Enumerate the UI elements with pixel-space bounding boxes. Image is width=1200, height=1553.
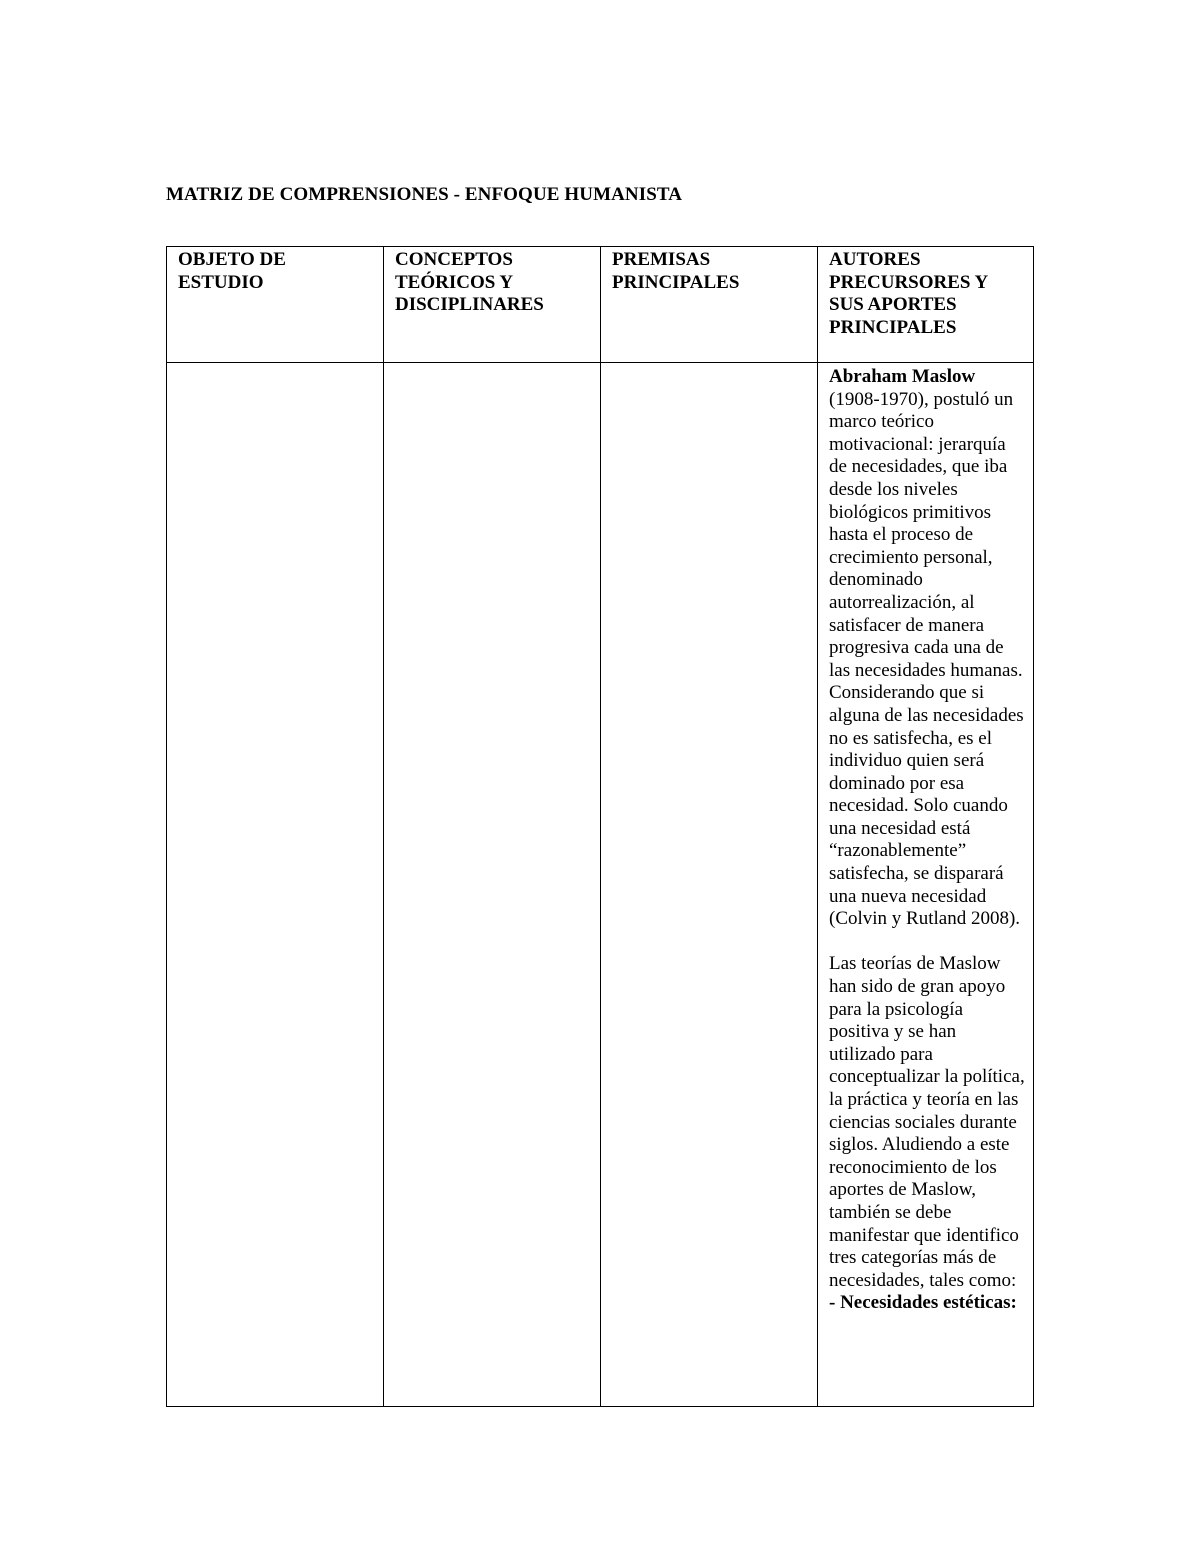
document-title: MATRIZ DE COMPRENSIONES - ENFOQUE HUMANISTA — [166, 184, 683, 205]
maslow-paragraph-1-text: (1908-1970), postuló un marco teórico motivacional: jerarquía de necesidades, que iba desde los niveles biológicos primitivos hasta el proceso de crecimiento personal, denominado autorrealización, al satisfacer de manera progresiva cada una de las necesidades humanas. Considerando que si alguna de las necesidades no es satisfecha, es el individuo quien será dominado por esa necesidad. Solo cuando una necesidad está “razonablemente” satisfecha, se disparará una nueva necesidad (Colvin y Rutland 2008). — [829, 388, 1024, 930]
cell-autores-precursores — [818, 363, 1034, 1407]
paragraph-spacer — [829, 931, 1025, 954]
cell-premisas-principales — [601, 363, 818, 1407]
cell-objeto-de-estudio — [167, 363, 384, 1407]
comprehension-matrix-table — [166, 246, 1034, 1407]
maslow-paragraph-1 — [829, 366, 1025, 931]
maslow-paragraph-2: Las teorías de Maslow han sido de gran apoyo para la psicología positiva y se han utilizado para conceptualizar la política, la práctica y teoría en las ciencias sociales durante siglos. Aludiendo a este reconocimiento de los aportes de Maslow, también se debe manifestar que identifico tres categorías más de necesidades, tales como: — [829, 953, 1025, 1291]
author-name: Abraham Maslow — [829, 366, 976, 387]
table-row — [167, 363, 1034, 1407]
header-autores-precursores: AUTORES PRECURSORES Y SUS APORTES PRINCIPALES — [818, 247, 1034, 363]
cell-conceptos-teoricos — [384, 363, 601, 1407]
table-header-row — [167, 247, 1034, 363]
header-premisas-principales: PREMISAS PRINCIPALES — [601, 247, 818, 363]
list-item-necesidades-esteticas: - Necesidades estéticas: — [829, 1292, 1017, 1314]
header-conceptos-teoricos: CONCEPTOS TEÓRICOS Y DISCIPLINARES — [384, 247, 601, 363]
header-objeto-de-estudio: OBJETO DE ESTUDIO — [167, 247, 384, 363]
